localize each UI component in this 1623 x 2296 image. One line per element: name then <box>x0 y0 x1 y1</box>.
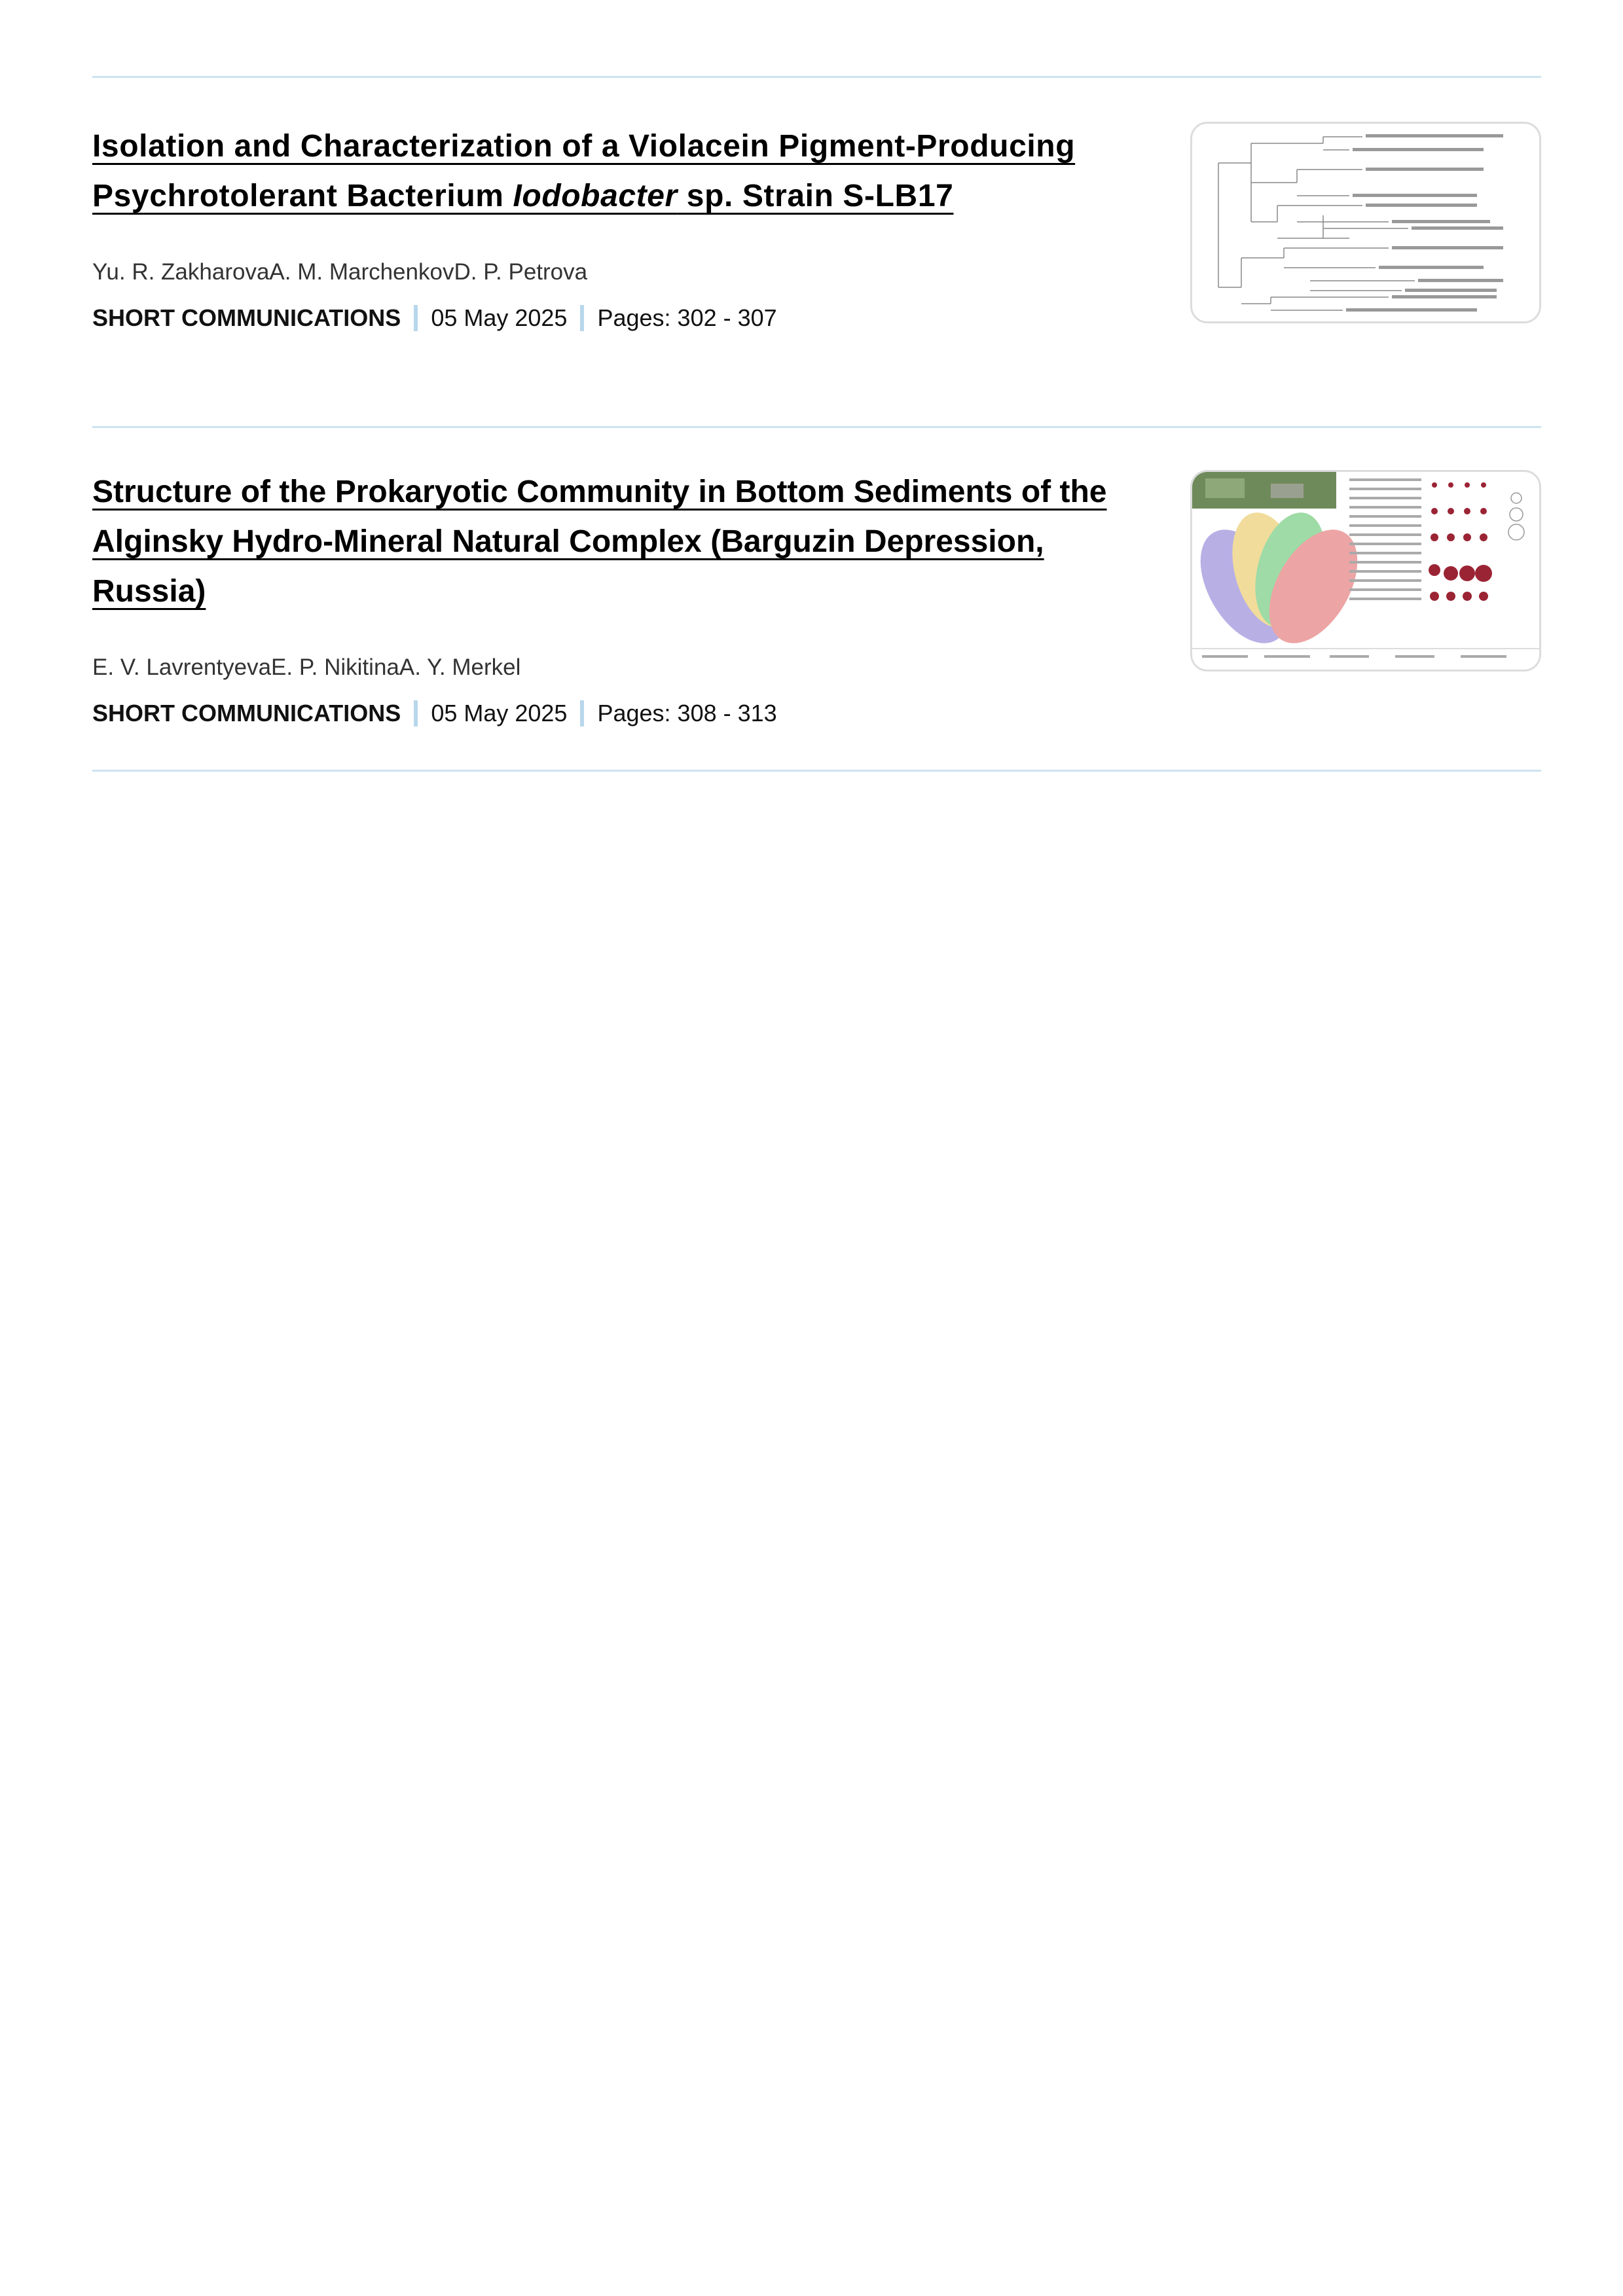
top-divider <box>92 76 1541 78</box>
phylogenetic-tree-figure-icon <box>1192 124 1539 321</box>
article-section-label: SHORT COMMUNICATIONS <box>92 700 401 726</box>
author-name[interactable]: E. V. Lavrentyeva <box>92 655 272 680</box>
title-text-end: sp. Strain S-LB17 <box>677 179 954 213</box>
article-thumbnail-2[interactable] <box>1190 470 1541 672</box>
article-meta-2 <box>92 699 1153 728</box>
article-section-label: SHORT COMMUNICATIONS <box>92 304 401 331</box>
author-name[interactable]: E. P. Nikitina <box>271 655 399 680</box>
author-name[interactable]: A. Y. Merkel <box>399 655 521 680</box>
article-date: 05 May 2025 <box>431 304 568 331</box>
article-thumbnail-1[interactable] <box>1190 122 1541 323</box>
article-text-2 <box>92 467 1153 728</box>
title-text: Isolation and Characterization of a Violacein Pigment-Producing Psychrotolerant Bacterium <box>92 129 1076 213</box>
article-date: 05 May 2025 <box>431 700 568 726</box>
author-name[interactable]: D. P. Petrova <box>454 259 588 285</box>
article-title-link-2[interactable]: Structure of the Prokaryotic Community in Bottom Sediments of the Alginsky Hydro-Mineral Natural Complex (Barguzin Depression, Russia) <box>92 475 1107 609</box>
meta-separator <box>580 700 584 726</box>
article-meta-1 <box>92 304 1153 332</box>
article-item-1 <box>92 122 1541 384</box>
meta-separator <box>414 700 418 726</box>
meta-separator <box>414 305 418 331</box>
author-name[interactable]: Yu. R. Zakharova <box>92 259 270 285</box>
article-title-1 <box>92 122 1153 221</box>
venn-diagram-bubble-chart-figure-icon <box>1192 472 1539 670</box>
article-pages: Pages: 308 - 313 <box>597 700 777 726</box>
article-title-2 <box>92 467 1153 617</box>
title-italic-text: Iodobacter <box>513 179 678 213</box>
meta-separator <box>580 305 584 331</box>
article-authors-1 <box>92 258 1153 287</box>
article-title-link-1[interactable] <box>92 129 1075 213</box>
article-item-2 <box>92 467 1541 729</box>
article-text-1 <box>92 122 1153 332</box>
article-divider <box>92 426 1541 428</box>
article-pages: Pages: 302 - 307 <box>597 304 777 331</box>
author-name[interactable]: A. M. Marchenkov <box>269 259 454 285</box>
bottom-divider <box>92 770 1541 772</box>
article-authors-2 <box>92 653 1153 682</box>
